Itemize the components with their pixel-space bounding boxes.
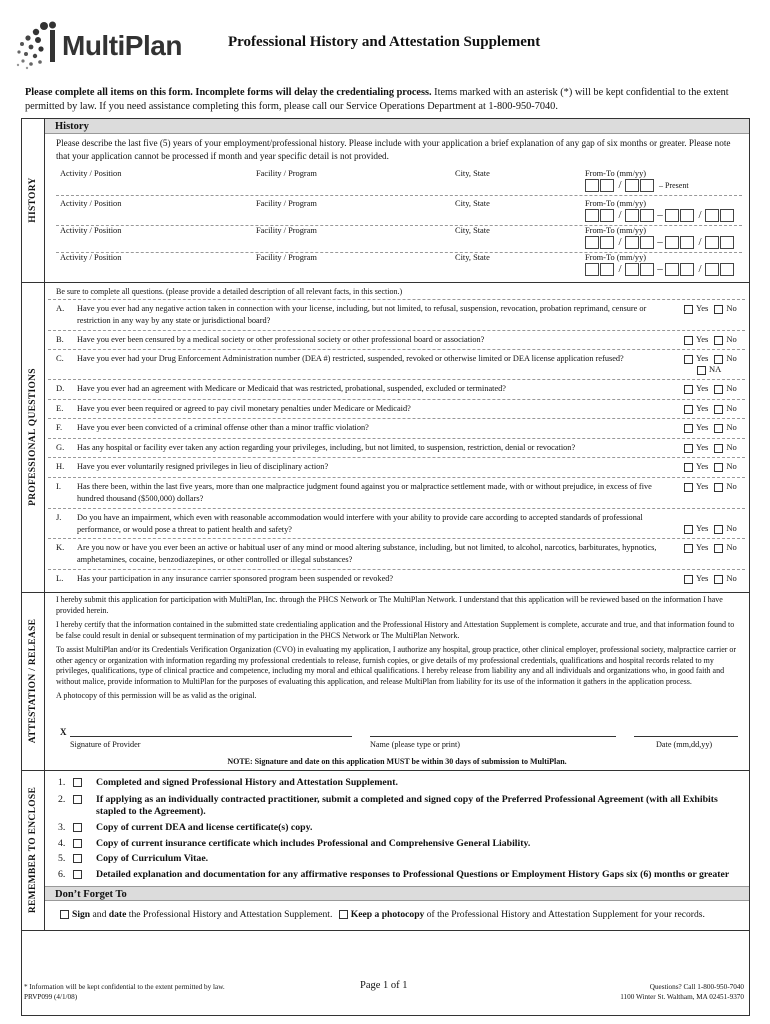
enclose-checkbox[interactable] (73, 854, 82, 863)
na-label: NA (709, 364, 722, 374)
slash-separator: / (698, 263, 702, 275)
date-digit-box[interactable] (665, 209, 679, 222)
no-checkbox[interactable] (714, 385, 723, 394)
yes-checkbox[interactable] (684, 424, 693, 433)
multiplan-logo-icon (14, 20, 60, 70)
yes-no-options (684, 334, 737, 345)
question-text: Have you ever been required or agreed to pay civil monetary penalties under Medicare or Medicaid? (77, 404, 411, 413)
enclose-number-text: 3. (58, 822, 66, 833)
yes-label: Yes (696, 461, 709, 471)
history-instructions: Please describe the last five (5) years of your employment/professional history. Please include with your application a brief explanation of any gap of six months or greater. Please note that your application cannot be processed if month and year specific detail is not provided. (56, 138, 731, 161)
yes-label: Yes (696, 353, 709, 363)
yes-label: Yes (696, 403, 709, 413)
activity-label: Activity / Position (60, 226, 122, 235)
question-text: Has any hospital or facility ever taken any action regarding your privileges, including, but not limited, to suspension, restriction, denial or revocation? (77, 443, 576, 452)
facility-label: Facility / Program (256, 226, 317, 235)
page-title: Professional History and Attestation Supplement (228, 34, 541, 50)
yes-checkbox[interactable] (684, 444, 693, 453)
divider (21, 592, 749, 593)
date-digit-box[interactable] (600, 209, 614, 222)
date-digit-box[interactable] (625, 179, 639, 192)
enclose-item-number (58, 822, 85, 833)
enclose-number-text: 5. (58, 853, 66, 864)
date-field[interactable] (634, 736, 738, 737)
date-range-boxes[interactable] (585, 208, 735, 222)
date-digit-box[interactable] (585, 179, 599, 192)
question-text: Have you ever been censured by a medical society or other professional society or other professional board or association? (77, 335, 485, 344)
attestation-p4: A photocopy of this permission will be as valid as the original. (56, 691, 257, 700)
no-label: No (726, 542, 737, 552)
date-digit-box[interactable] (585, 263, 599, 276)
no-label: No (726, 353, 737, 363)
no-label: No (726, 481, 737, 491)
question-letter: G. (56, 442, 65, 452)
sign-checkbox[interactable] (60, 910, 69, 919)
city-label: City, State (455, 199, 490, 208)
date-digit-box[interactable] (625, 209, 639, 222)
date-digit-box[interactable] (585, 236, 599, 249)
date-digit-box[interactable] (665, 236, 679, 249)
yes-no-options (684, 303, 737, 314)
slash-separator: / (698, 209, 702, 221)
no-label: No (726, 334, 737, 344)
date-digit-box[interactable] (665, 263, 679, 276)
yes-no-options (684, 422, 737, 433)
no-label: No (726, 303, 737, 313)
professional-side-label: PROFESSIONAL QUESTIONS (21, 282, 45, 592)
row-divider (48, 379, 745, 380)
yes-no-options (684, 573, 737, 584)
name-field[interactable] (370, 736, 616, 737)
history-bar: History (45, 119, 749, 134)
enclose-item-text: Copy of current DEA and license certificate(s) copy. (96, 822, 313, 833)
date-digit-box[interactable] (625, 263, 639, 276)
slash-separator: / (698, 236, 702, 248)
no-checkbox[interactable] (714, 544, 723, 553)
signature-note: NOTE: Signature and date on this application MUST be within 30 days of submission to MultiPlan. (227, 757, 567, 766)
question-letter: J. (56, 512, 62, 522)
slash-separator: / (618, 209, 622, 221)
attestation-p1: I hereby submit this application for participation with MultiPlan, Inc. through the PHCS Network or The MultiPlan Network. I understand that this application will be reviewed based on the information I have provided herein. (56, 595, 723, 615)
date-digit-box[interactable] (680, 209, 694, 222)
facility-label: Facility / Program (256, 199, 317, 208)
yes-label: Yes (696, 334, 709, 344)
dash-separator: – (657, 236, 663, 248)
yes-no-options (684, 383, 737, 394)
enclose-side-label: REMEMBER TO ENCLOSE (21, 770, 45, 930)
question-letter: C. (56, 353, 64, 363)
attestation-text (56, 595, 741, 706)
yes-no-options (684, 523, 737, 534)
dont-forget-text: Sign and date the Professional History and Attestation Supplement. Keep a photocopy of the Professional History and Attestation Supplement for your records. (60, 909, 705, 920)
no-label: No (726, 461, 737, 471)
date-digit-box[interactable] (705, 236, 719, 249)
dash-separator: – (657, 263, 663, 275)
date-digit-box[interactable] (720, 236, 734, 249)
no-checkbox[interactable] (714, 575, 723, 584)
row-divider (48, 569, 745, 570)
row-divider (48, 330, 745, 331)
fromto-label: From-To (mm/yy) (585, 253, 647, 262)
yes-checkbox[interactable] (684, 385, 693, 394)
yes-no-options (684, 442, 737, 453)
row-divider (48, 538, 745, 539)
no-checkbox[interactable] (714, 444, 723, 453)
intro-text: Please complete all items on this form. Incomplete forms will delay the credentialing process. Items marked with an asterisk (*) will be kept confidential to the extent permitted by law. If you need assistance completing this form, please call our Service Operations Department at 1-800-950-7040. (25, 87, 729, 112)
question-letter: I. (56, 481, 61, 491)
yes-checkbox[interactable] (684, 544, 693, 553)
slash-separator: / (618, 236, 622, 248)
date-digit-box[interactable] (720, 209, 734, 222)
enclose-item-text: Copy of Curriculum Vitae. (96, 853, 209, 864)
date-digit-box[interactable] (600, 236, 614, 249)
no-checkbox[interactable] (714, 483, 723, 492)
dont-forget-bar: Don’t Forget To (45, 886, 749, 901)
name-label: Name (please type or print) (370, 740, 461, 749)
yes-no-options (684, 461, 737, 472)
activity-label: Activity / Position (60, 199, 122, 208)
question-letter: L. (56, 573, 64, 583)
question-text: Has there been, within the last five years, more than one malpractice judgment found against you or malpractice settlement made, with or without prejudice, in excess of five hundred thousand ($500,000) dollars? (77, 482, 652, 503)
no-label: No (726, 383, 737, 393)
row-divider (48, 477, 745, 478)
yes-checkbox[interactable] (684, 355, 693, 364)
divider (21, 282, 749, 283)
no-checkbox[interactable] (714, 336, 723, 345)
row-divider (48, 508, 745, 509)
yes-checkbox[interactable] (684, 483, 693, 492)
question-letter: E. (56, 403, 64, 413)
dash-separator: – (657, 209, 663, 221)
na-option (697, 364, 721, 375)
date-digit-box[interactable] (720, 263, 734, 276)
signature-label: Signature of Provider (70, 740, 141, 749)
enclose-item-number (58, 794, 85, 805)
question-letter: B. (56, 334, 64, 344)
yes-label: Yes (696, 481, 709, 491)
row-divider (48, 399, 745, 400)
enclose-item-number (58, 838, 85, 849)
yes-checkbox[interactable] (684, 305, 693, 314)
question-text: Has your participation in any insurance carrier sponsored program been suspended or revoked? (77, 574, 394, 583)
present-label: – Present (659, 181, 689, 190)
date-digit-box[interactable] (705, 209, 719, 222)
row-divider (48, 438, 745, 439)
footer-address: 1100 Winter St. Waltham, MA 02451-9370 (620, 993, 744, 1001)
attestation-side-label: ATTESTATION / RELEASE (21, 592, 45, 770)
date-digit-box[interactable] (585, 209, 599, 222)
footer-confidential: * Information will be kept confidential to the extent permitted by law. (24, 983, 225, 991)
yes-label: Yes (696, 542, 709, 552)
facility-label: Facility / Program (256, 169, 317, 178)
enclose-number-text: 1. (58, 777, 66, 788)
no-checkbox[interactable] (714, 405, 723, 414)
no-label: No (726, 523, 737, 533)
attestation-p2: I hereby certify that the information contained in the submitted state credentialing application and the Professional History and Attestation Supplement is complete, accurate and true, and that information found to be false could result in denial or subsequent termination of my participation in the PHCS Network or The MultiPlan Network. (56, 620, 735, 640)
date-digit-box[interactable] (640, 209, 654, 222)
yes-label: Yes (696, 303, 709, 313)
date-digit-box[interactable] (625, 236, 639, 249)
professional-instruction: Be sure to complete all questions. (please provide a detailed description of all relevant facts, in this section.) (56, 287, 403, 296)
yes-label: Yes (696, 422, 709, 432)
yes-label: Yes (696, 442, 709, 452)
date-digit-box[interactable] (640, 236, 654, 249)
enclose-item-text: If applying as an individually contracted practitioner, submit a completed and signed copy of the Preferred Professional Agreement (with all Exhibits stapled to the Agreement). (96, 794, 718, 817)
yes-checkbox[interactable] (684, 525, 693, 534)
row-divider (48, 349, 745, 350)
enclose-number-text: 4. (58, 838, 66, 849)
row-divider (56, 195, 742, 196)
enclose-number-text: 6. (58, 869, 66, 880)
question-letter: F. (56, 422, 63, 432)
date-digit-box[interactable] (600, 263, 614, 276)
question-text: Have you ever had your Drug Enforcement Administration number (DEA #) restricted, suspended, revoked or otherwise limited or DEA license application refused? (77, 354, 624, 363)
activity-label: Activity / Position (60, 253, 122, 262)
date-label: Date (mm,dd,yy) (656, 740, 713, 749)
multiplan-logo-text: MultiPlan (62, 30, 182, 61)
no-checkbox[interactable] (714, 305, 723, 314)
city-label: City, State (455, 253, 490, 262)
question-text: Have you ever voluntarily resigned privileges in lieu of disciplinary action? (77, 462, 329, 471)
enclose-item-number (58, 853, 85, 864)
date-digit-box[interactable] (680, 236, 694, 249)
yes-checkbox[interactable] (684, 463, 693, 472)
yes-checkbox[interactable] (684, 575, 693, 584)
city-label: City, State (455, 169, 490, 178)
date-digit-box[interactable] (705, 263, 719, 276)
page-number: Page 1 of 1 (360, 980, 408, 991)
date-digit-box[interactable] (640, 179, 654, 192)
date-digit-box[interactable] (680, 263, 694, 276)
row-divider (48, 299, 745, 300)
footer-form-id: PRVP099 (4/1/08) (24, 993, 78, 1001)
enclose-number-text: 2. (58, 794, 66, 805)
city-label: City, State (455, 226, 490, 235)
enclose-item-text: Copy of current insurance certificate which includes Professional and Comprehensive General Liability. (96, 838, 531, 849)
date-range-boxes[interactable] (585, 235, 735, 249)
yes-no-options (684, 353, 737, 364)
photocopy-checkbox[interactable] (339, 910, 348, 919)
activity-label: Activity / Position (60, 169, 122, 178)
signature-x-mark: X (60, 727, 67, 737)
na-checkbox[interactable] (697, 366, 706, 375)
yes-checkbox[interactable] (684, 336, 693, 345)
footer-right (560, 982, 744, 1002)
history-side-label: HISTORY (21, 118, 45, 282)
slash-separator: / (618, 263, 622, 275)
footer-questions: Questions? Call 1-800-950-7040 (649, 983, 744, 991)
no-checkbox[interactable] (714, 424, 723, 433)
attestation-p3: To assist MultiPlan and/or its Credentials Verification Organization (CVO) in evaluating my application, I authorize any hospital, group practice, other clinical employer, professional society, malpractice carrier or other agency or organization with information regarding my professional credentials to release, furnish copies, or give details of my professional credentials, qualifications and hospital records related to my privileges, qualifications, type of clinical practice and competence, including my moral and ethical qualifications. I hereby release from liability any and all individuals and organizations who, in good faith and without malice, provide information to MultiPlan for the purposes of evaluating this application, and release MultiPlan from liability for its use of the information it gathers in the application process. (56, 645, 737, 686)
question-text: Have you ever had any negative action taken in connection with your license, including, but not limited, to refusal, suspension, revocation, probation reprimand, censure or restriction in any way by any state or jurisdictional board? (77, 304, 647, 325)
no-label: No (726, 422, 737, 432)
enclose-checkbox[interactable] (73, 839, 82, 848)
yes-label: Yes (696, 573, 709, 583)
question-text: Are you now or have you ever been an active or habitual user of any mind or mood altering substance, including, but not limited, to alcohol, narcotics, barbiturates, hypnotics, amphetamines, cocaine, benzodiazepines, or other controlled or illegal substances? (77, 543, 657, 564)
enclose-checkbox[interactable] (73, 795, 82, 804)
row-divider (48, 457, 745, 458)
yes-no-options (684, 481, 737, 492)
date-range-boxes[interactable] (585, 178, 689, 192)
no-label: No (726, 442, 737, 452)
enclose-checkbox[interactable] (73, 870, 82, 879)
no-label: No (726, 403, 737, 413)
yes-no-options (684, 542, 737, 553)
signature-field[interactable] (70, 736, 352, 737)
no-checkbox[interactable] (714, 463, 723, 472)
question-letter: D. (56, 383, 65, 393)
question-text: Have you ever been convicted of a criminal offense other than a minor traffic violation? (77, 423, 369, 432)
facility-label: Facility / Program (256, 253, 317, 262)
divider (21, 770, 749, 771)
enclose-item-number (58, 777, 85, 788)
enclose-checkbox[interactable] (73, 823, 82, 832)
question-text: Have you ever had an agreement with Medicare or Medicaid that was restricted, probational, suspended, excluded or terminated? (77, 384, 506, 393)
enclose-item-number (58, 869, 85, 880)
date-digit-box[interactable] (640, 263, 654, 276)
yes-checkbox[interactable] (684, 405, 693, 414)
enclose-checkbox[interactable] (73, 778, 82, 787)
date-digit-box[interactable] (600, 179, 614, 192)
date-range-boxes[interactable] (585, 262, 735, 276)
question-letter: K. (56, 542, 65, 552)
fromto-label: From-To (mm/yy) (585, 199, 647, 208)
enclose-item-text: Detailed explanation and documentation for any affirmative responses to Professional Questions or Employment History Gaps six (6) months or greater (96, 869, 730, 880)
question-letter: H. (56, 461, 65, 471)
row-divider (48, 418, 745, 419)
yes-label: Yes (696, 383, 709, 393)
slash-separator: / (618, 179, 622, 191)
fromto-label: From-To (mm/yy) (585, 169, 647, 178)
no-checkbox[interactable] (714, 525, 723, 534)
yes-no-options (684, 403, 737, 414)
no-checkbox[interactable] (714, 355, 723, 364)
enclose-item-text: Completed and signed Professional History and Attestation Supplement. (96, 777, 398, 788)
fromto-label: From-To (mm/yy) (585, 226, 647, 235)
footer-left (24, 982, 225, 1002)
divider (21, 930, 749, 931)
question-text: Do you have an impairment, which even with reasonable accommodation would interfere with your ability to provide care according to accepted standards of professional performance, or would pose a threat to patient health and safety? (77, 513, 643, 534)
no-label: No (726, 573, 737, 583)
yes-label: Yes (696, 523, 709, 533)
question-letter: A. (56, 303, 65, 313)
